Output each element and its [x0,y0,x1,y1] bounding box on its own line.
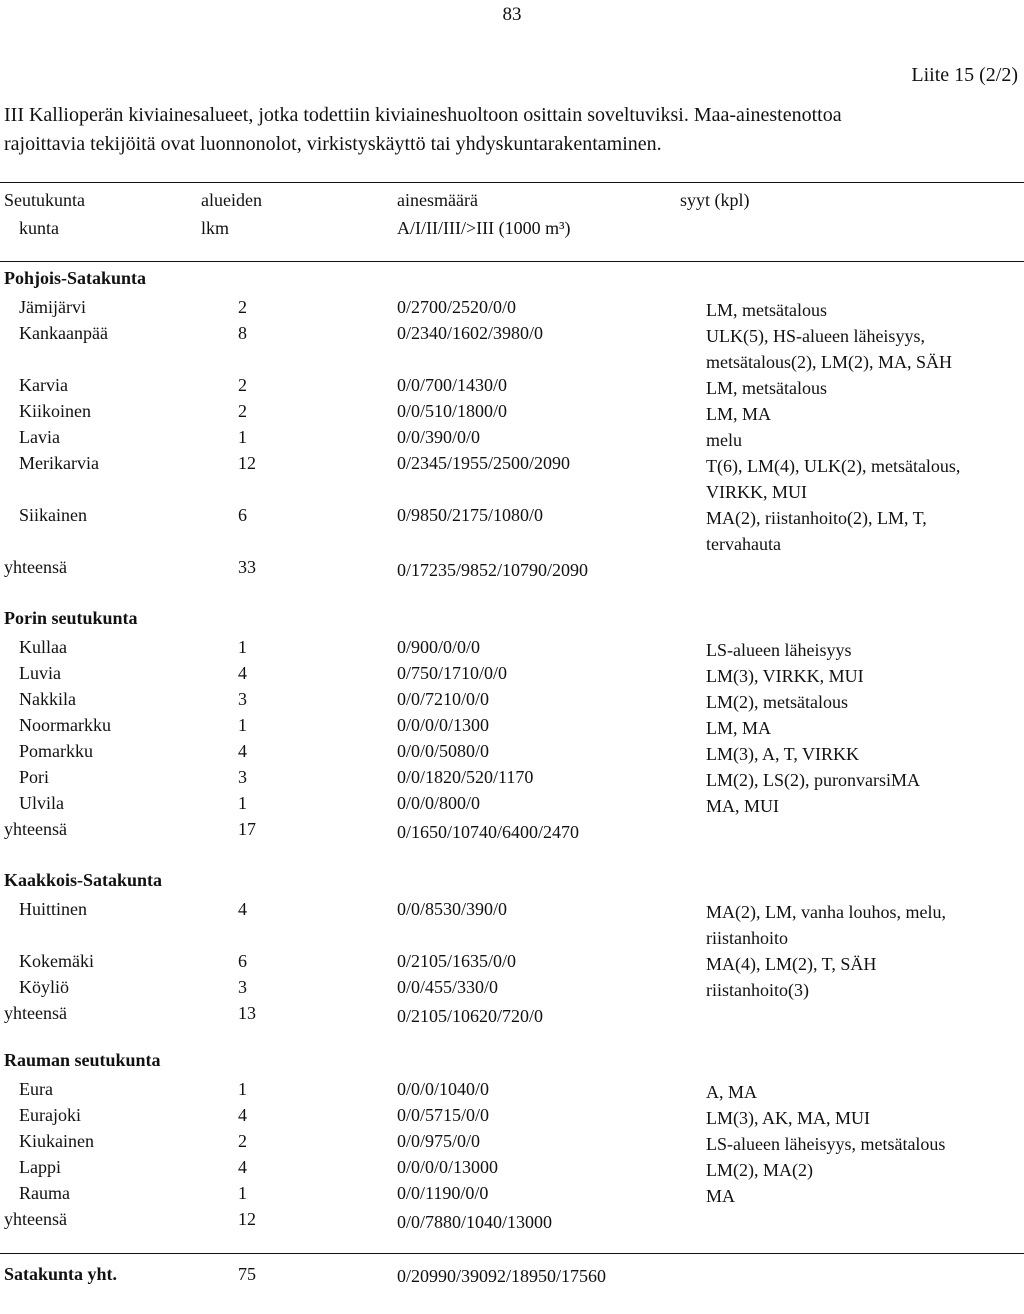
row-lkm: 1 [238,427,247,447]
row-ainesmaara: 0/0/700/1430/0 [397,375,508,395]
row-lkm: 1 [238,1079,247,1099]
row-lkm: 6 [238,951,247,971]
row-syyt: LS-alueen läheisyys, metsätalous [706,1134,946,1154]
header-syyt: syyt (kpl) [680,190,750,210]
row-ainesmaara: 0/0/0/800/0 [397,793,481,813]
row-syyt: LM, metsätalous [706,378,827,398]
row-kunta: Rauma [19,1183,70,1203]
row-syyt: MA(4), LM(2), T, SÄH [706,954,877,974]
row-syyt: ULK(5), HS-alueen läheisyys, [706,326,925,346]
appendix-label: Liite 15 (2/2) [911,64,1018,86]
row-syyt: LM(3), AK, MA, MUI [706,1108,870,1128]
row-kunta: Köyliö [19,977,70,997]
row-kunta: Ulvila [19,793,64,813]
row-ainesmaara: 0/2700/2520/0/0 [397,297,517,317]
row-ainesmaara: 0/0/0/0/13000 [397,1157,499,1177]
row-kunta: Kankaanpää [19,323,108,343]
row-lkm: 1 [238,793,247,813]
row-lkm: 4 [238,899,247,919]
row-ainesmaara: 0/0/5715/0/0 [397,1105,490,1125]
row-ainesmaara: 0/2345/1955/2500/2090 [397,453,571,473]
row-ainesmaara: 0/0/975/0/0 [397,1131,481,1151]
grand-total-lkm: 75 [238,1264,256,1284]
row-ainesmaara: 0/0/510/1800/0 [397,401,508,421]
row-ainesmaara: 0/0/455/330/0 [397,977,499,997]
row-kunta: Jämijärvi [19,297,86,317]
section-total-label: yhteensä [4,819,67,839]
row-lkm: 3 [238,767,247,787]
section-total-lkm: 13 [238,1003,256,1023]
row-kunta: Lavia [19,427,60,447]
row-ainesmaara: 0/9850/2175/1080/0 [397,505,544,525]
row-lkm: 4 [238,1157,247,1177]
row-ainesmaara: 0/2105/1635/0/0 [397,951,517,971]
row-lkm: 2 [238,297,247,317]
row-lkm: 3 [238,689,247,709]
row-kunta: Kiikoinen [19,401,91,421]
table-total-rule [0,1253,1024,1254]
row-lkm: 2 [238,375,247,395]
row-lkm: 2 [238,401,247,421]
row-kunta: Eurajoki [19,1105,81,1125]
row-syyt: LM(2), LS(2), puronvarsiMA [706,770,920,790]
row-syyt: LM, MA [706,404,772,424]
row-syyt: riistanhoito(3) [706,980,809,1000]
row-ainesmaara: 0/0/390/0/0 [397,427,481,447]
section-total-ainesmaara: 0/1650/10740/6400/2470 [397,822,580,842]
section-total-ainesmaara: 0/2105/10620/720/0 [397,1006,544,1026]
row-syyt: LM(3), VIRKK, MUI [706,666,864,686]
section-title: Pohjois-Satakunta [4,268,147,288]
row-syyt: LM(2), MA(2) [706,1160,813,1180]
row-kunta: Pomarkku [19,741,93,761]
row-syyt: MA(2), riistanhoito(2), LM, T, [706,508,927,528]
row-ainesmaara: 0/750/1710/0/0 [397,663,508,683]
row-ainesmaara: 0/0/8530/390/0 [397,899,508,919]
section-title: Rauman seutukunta [4,1050,161,1070]
row-ainesmaara: 0/0/1820/520/1170 [397,767,534,787]
row-syyt: riistanhoito [706,928,788,948]
row-lkm: 4 [238,663,247,683]
row-syyt: MA [706,1186,736,1206]
row-lkm: 4 [238,1105,247,1125]
row-syyt: MA, MUI [706,796,780,816]
section-total-lkm: 12 [238,1209,256,1229]
row-kunta: Karvia [19,375,68,395]
header-alueiden: alueiden [201,190,262,210]
row-syyt: LM, metsätalous [706,300,827,320]
row-kunta: Huittinen [19,899,87,919]
row-ainesmaara: 0/0/0/5080/0 [397,741,490,761]
row-kunta: Kokemäki [19,951,94,971]
row-syyt: LS-alueen läheisyys [706,640,852,660]
row-lkm: 3 [238,977,247,997]
row-lkm: 1 [238,637,247,657]
row-ainesmaara: 0/0/1190/0/0 [397,1183,489,1203]
header-ainesmaara-units: A/I/II/III/>III (1000 m³) [397,218,571,238]
row-syyt: VIRKK, MUI [706,482,807,502]
row-kunta: Eura [19,1079,53,1099]
row-syyt: LM(2), metsätalous [706,692,848,712]
section-total-lkm: 17 [238,819,256,839]
section-title: Porin seutukunta [4,608,138,628]
table-header-rule [0,261,1024,262]
row-syyt: melu [706,430,742,450]
row-lkm: 6 [238,505,247,525]
row-kunta: Siikainen [19,505,87,525]
row-lkm: 12 [238,453,256,473]
section-total-label: yhteensä [4,557,67,577]
table-top-rule [0,182,1024,183]
intro-line-2: rajoittavia tekijöitä ovat luonnonolot, virkistyskäyttö tai yhdyskuntarakentaminen. [4,133,662,155]
row-syyt: A, MA [706,1082,758,1102]
row-syyt: metsätalous(2), LM(2), MA, SÄH [706,352,952,372]
row-ainesmaara: 0/2340/1602/3980/0 [397,323,544,343]
row-kunta: Merikarvia [19,453,99,473]
row-kunta: Kullaa [19,637,67,657]
row-syyt: LM, MA [706,718,772,738]
section-total-label: yhteensä [4,1209,67,1229]
header-lkm: lkm [201,218,230,238]
section-total-lkm: 33 [238,557,256,577]
grand-total-ainesmaara: 0/20990/39092/18950/17560 [397,1266,607,1286]
section-total-ainesmaara: 0/0/7880/1040/13000 [397,1212,553,1232]
page-number: 83 [502,4,522,25]
header-kunta: kunta [19,218,59,238]
row-syyt: LM(3), A, T, VIRKK [706,744,859,764]
row-ainesmaara: 0/0/0/0/1300 [397,715,490,735]
row-ainesmaara: 0/900/0/0/0 [397,637,481,657]
row-kunta: Noormarkku [19,715,111,735]
intro-line-1: III Kallioperän kiviainesalueet, jotka todettiin kiviaineshuoltoon osittain soveltuviksi. Maa-ainestenottoa [4,104,842,126]
row-kunta: Lappi [19,1157,61,1177]
section-title: Kaakkois-Satakunta [4,870,163,890]
row-lkm: 8 [238,323,247,343]
row-kunta: Pori [19,767,50,787]
row-lkm: 2 [238,1131,247,1151]
row-ainesmaara: 0/0/7210/0/0 [397,689,490,709]
section-total-ainesmaara: 0/17235/9852/10790/2090 [397,560,589,580]
row-lkm: 1 [238,1183,247,1203]
row-ainesmaara: 0/0/0/1040/0 [397,1079,490,1099]
row-kunta: Kiukainen [19,1131,94,1151]
header-seutukunta: Seutukunta [4,190,85,210]
grand-total-label: Satakunta yht. [4,1264,118,1284]
row-lkm: 4 [238,741,247,761]
row-kunta: Luvia [19,663,61,683]
row-lkm: 1 [238,715,247,735]
header-ainesmaara: ainesmäärä [397,190,478,210]
row-kunta: Nakkila [19,689,76,709]
row-syyt: MA(2), LM, vanha louhos, melu, [706,902,946,922]
section-total-label: yhteensä [4,1003,67,1023]
row-syyt: tervahauta [706,534,781,554]
row-syyt: T(6), LM(4), ULK(2), metsätalous, [706,456,961,476]
